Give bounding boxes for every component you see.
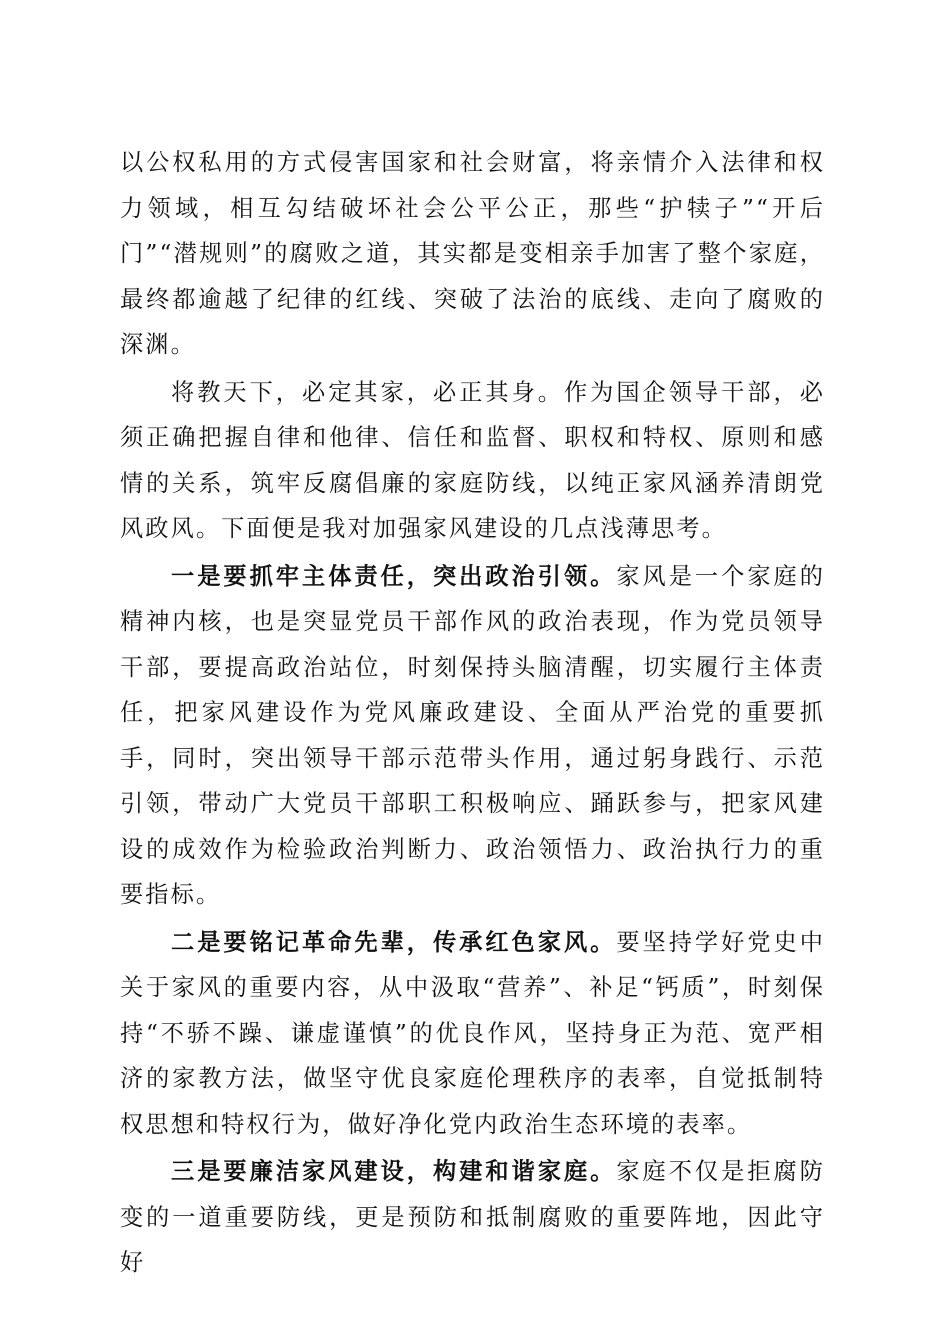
paragraph-3-heading: 一是要抓牢主体责任，突出政治引领。 <box>171 562 617 590</box>
paragraph-2-text: 将教天下，必定其家，必正其身。作为国企领导干部，必须正确把握自律和他律、信任和监督、职权和特权、原则和感情的关系，筑牢反腐倡廉的家庭防线，以纯正家风涵养清朗党风政风。下面便是我对加强家风建设的几点浅薄思考。 <box>120 378 825 542</box>
paragraph-4 <box>120 920 825 1148</box>
paragraph-4-heading: 二是要铭记革命先辈，传承红色家风。 <box>171 928 617 956</box>
paragraph-3-text: 家风是一个家庭的精神内核，也是突显党员干部作风的政治表现，作为党员领导干部，要提高政治站位，时刻保持头脑清醒，切实履行主体责任，把家风建设作为党风廉政建设、全面从严治党的重要抓手，同时，突出领导干部示范带头作用，通过躬身践行、示范引领，带动广大党员干部职工积极响应、踊跃参与，把家风建设的成效作为检验政治判断力、政治领悟力、政治执行力的重要指标。 <box>120 562 825 908</box>
paragraph-2 <box>120 370 825 552</box>
document-body <box>120 140 825 1286</box>
paragraph-3 <box>120 554 825 918</box>
paragraph-1 <box>120 140 825 368</box>
paragraph-5 <box>120 1149 825 1286</box>
paragraph-5-heading: 三是要廉洁家风建设，构建和谐家庭。 <box>171 1158 617 1185</box>
paragraph-1-text: 以公权私用的方式侵害国家和社会财富，将亲情介入法律和权力领域，相互勾结破坏社会公平公正，那些“护犊子”“开后门”“潜规则”的腐败之道，其实都是变相亲手加害了整个家庭，最终都逾越了纪律的红线、突破了法治的底线、走向了腐败的深渊。 <box>120 149 825 358</box>
paragraph-4-text: 要坚持学好党史中关于家风的重要内容，从中汲取“营养”、补足“钙质”，时刻保持“不骄不躁、谦虚谨慎”的优良作风，坚持身正为范、宽严相济的家教方法，做坚守优良家庭伦理秩序的表率，自觉抵制特权思想和特权行为，做好净化党内政治生态环境的表率。 <box>120 928 825 1138</box>
paragraph-5-text: 家庭不仅是拒腐防变的一道重要防线，更是预防和抵制腐败的重要阵地，因此守好 <box>120 1158 825 1276</box>
